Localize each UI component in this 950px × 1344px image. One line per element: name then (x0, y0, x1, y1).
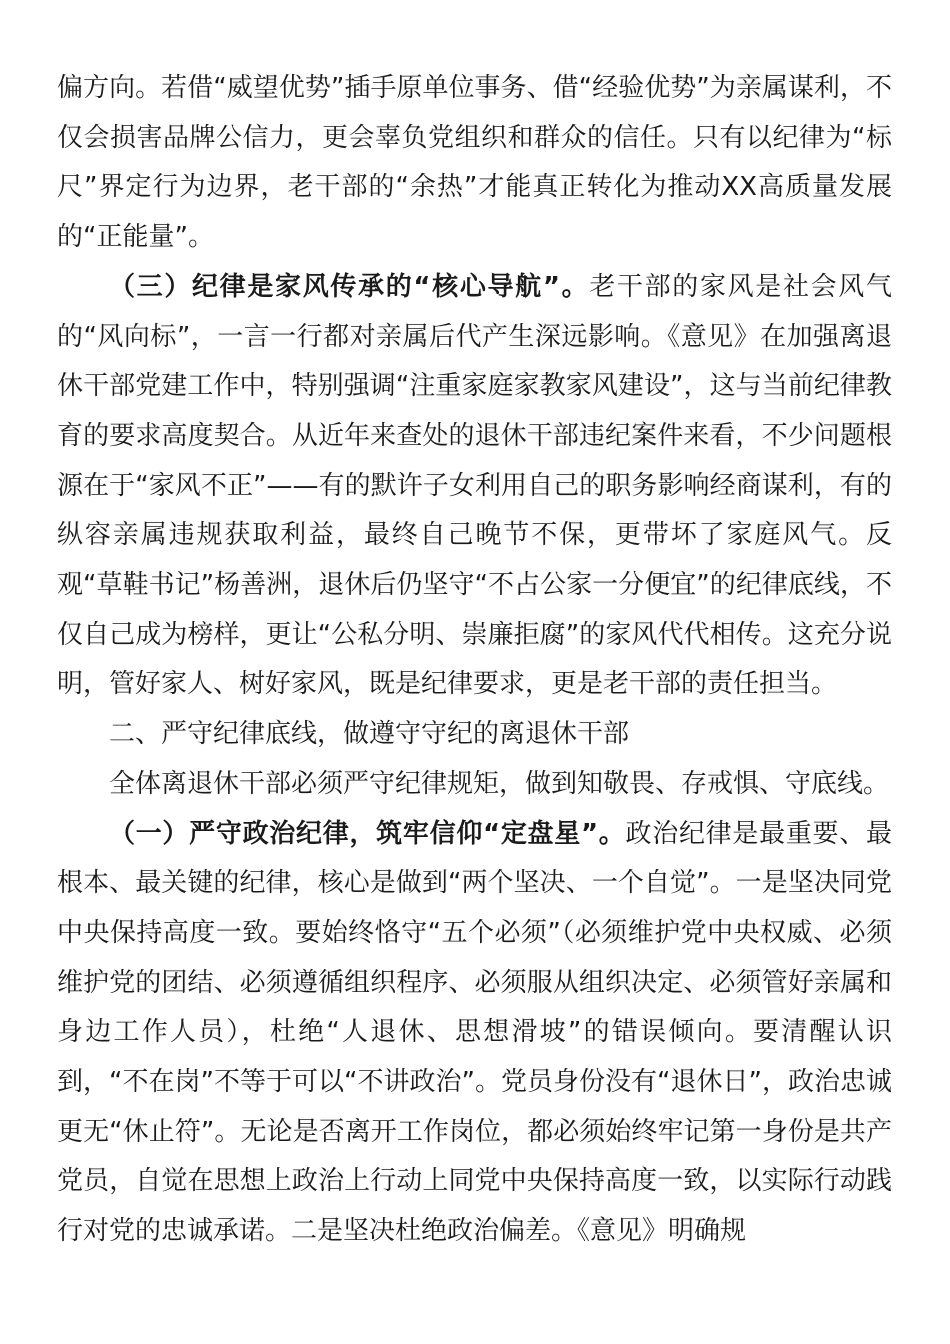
paragraph-subsection-1 (57, 810, 892, 1257)
paragraph-text: 政治纪律是最重要、最根本、最关键的纪律，核心是做到“两个坚决、一个自觉”。一是坚决同党中央保持高度一致。要始终恪守“五个必须”（必须维护党中央权威、必须维护党的团结、必须遵循组织程序、必须服从组织决定、必须管好亲属和身边工作人员），杜绝“人退休、思想滑坡”的错误倾向。要清醒认识到，“不在岗”不等于可以“不讲政治”。党员身份没有“退休日”，政治忠诚更无“休止符”。无论是否离开工作岗位，都必须始终牢记第一身份是共产党员，自觉在思想上政治上行动上同党中央保持高度一致，以实际行动践行对党的忠诚承诺。二是坚决杜绝政治偏差。《意见》明确规 (57, 818, 892, 1247)
paragraph-text: 老干部的家风是社会风气的“风向标”，一言一行都对亲属后代产生深远影响。《意见》在加强离退休干部党建工作中，特别强调“注重家庭家教家风建设”，这与当前纪律教育的要求高度契合。从近年来查处的退休干部违纪案件来看，不少问题根源在于“家风不正”——有的默许子女利用自己的职务影响经商谋利，有的纵容亲属违规获取利益，最终自己晚节不保，更带坏了家庭风气。反观“草鞋书记”杨善洲，退休后仍坚守“不占公家一分便宜”的纪律底线，不仅自己成为榜样，更让“公私分明、崇廉拒腐”的家风代代相传。这充分说明，管好家人、树好家风，既是纪律要求，更是老干部的责任担当。 (57, 271, 892, 700)
paragraph-heading: （一）严守政治纪律，筑牢信仰“定盘星”。 (109, 818, 626, 849)
paragraph-heading: （三）纪律是家风传承的“核心导航”。 (109, 271, 590, 302)
document-body (57, 64, 892, 1257)
paragraph-text: 全体离退休干部必须严守纪律规矩，做到知敬畏、存戒惧、守底线。 (109, 768, 890, 799)
section-heading-text: 二、严守纪律底线，做遵守守纪的离退休干部 (109, 719, 630, 750)
paragraph-intro (57, 760, 892, 810)
paragraph-section-3 (57, 263, 892, 710)
section-heading (57, 710, 892, 760)
paragraph-text: 偏方向。若借“威望优势”插手原单位事务、借“经验优势”为亲属谋利，不仅会损害品牌公信力，更会辜负党组织和群众的信任。只有以纪律为“标尺”界定行为边界，老干部的“余热”才能真正转化为推动XX高质量发展的“正能量”。 (57, 73, 892, 253)
paragraph-continuation (57, 64, 892, 263)
